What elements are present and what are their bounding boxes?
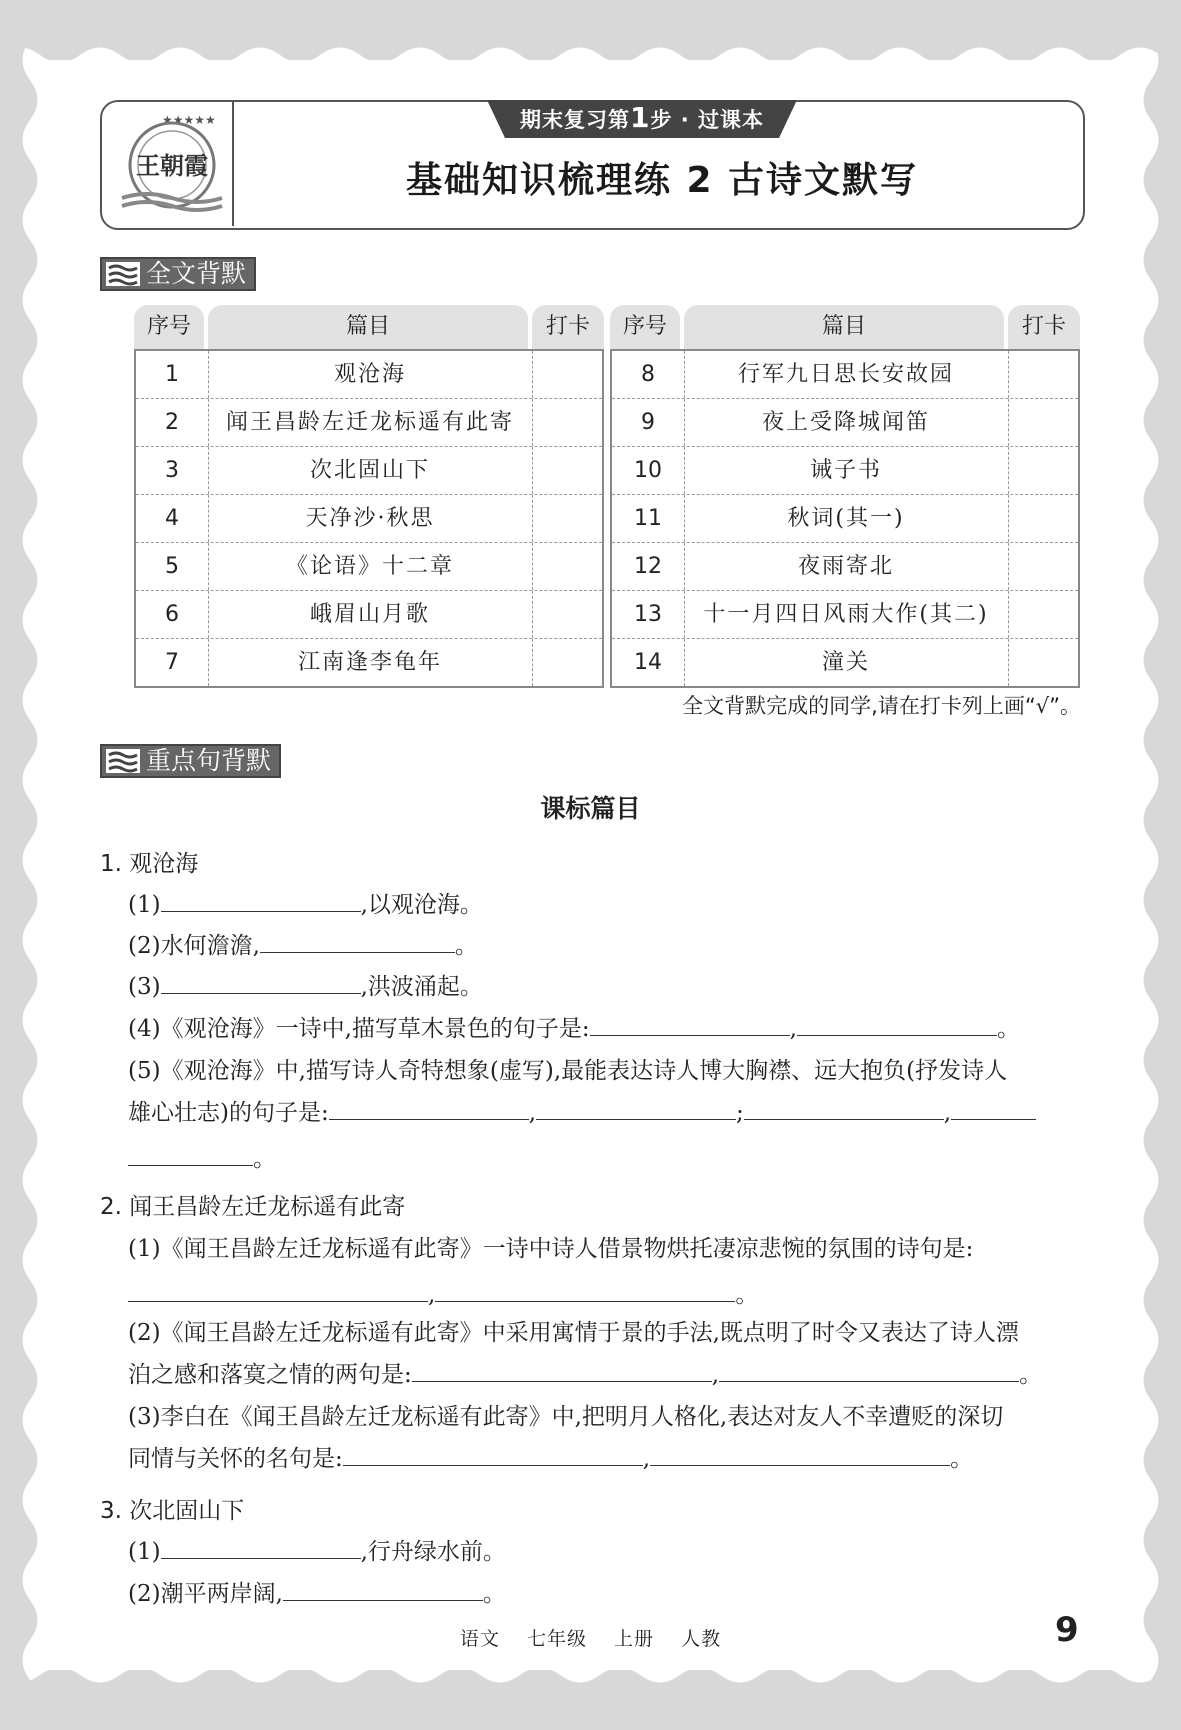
q1-line-5: (5)《观沧海》中,描写诗人奇特想象(虚写),最能表达诗人博大胸襟、远大抱负(抒发诗人 [128, 1058, 1008, 1084]
q2-line-3: (2)《闻王昌龄左迁龙标遥有此寄》中采用寓情于景的手法,既点明了时令又表达了诗人漂 [128, 1320, 1019, 1346]
table-row [136, 495, 602, 543]
answer-blank[interactable] [650, 1445, 950, 1466]
header-check: 打卡 [532, 305, 604, 349]
row-number: 3 [136, 447, 209, 494]
check-cell[interactable] [532, 399, 602, 446]
check-cell[interactable] [1008, 399, 1078, 446]
answer-blank[interactable] [412, 1361, 712, 1382]
answer-blank[interactable] [128, 1145, 253, 1166]
row-title: 秋词(其一) [684, 495, 1009, 542]
table-row [136, 543, 602, 591]
syllabus-heading: 课标篇目 [540, 794, 641, 823]
check-cell[interactable] [532, 639, 602, 686]
row-number: 13 [612, 591, 685, 638]
row-title: 诫子书 [684, 447, 1009, 494]
footer-subject: 语文 [459, 1628, 500, 1650]
row-title: 夜雨寄北 [684, 543, 1009, 590]
header-num: 序号 [610, 305, 680, 349]
check-cell[interactable] [1008, 543, 1078, 590]
answer-blank[interactable] [283, 1580, 483, 1601]
q3-line-1: (1) ,行舟绿水前。 [128, 1539, 506, 1565]
header-num: 序号 [134, 305, 204, 349]
q2-line-2: , 。 [128, 1276, 758, 1309]
q2-line-1: (1)《闻王昌龄左迁龙标遥有此寄》一诗中诗人借景物烘托凄凉悲惋的氛围的诗句是: [128, 1236, 974, 1262]
q2-line-6: 同情与关怀的名句是: , 。 [128, 1446, 974, 1472]
table-row [612, 399, 1078, 447]
answer-blank[interactable] [951, 1099, 1036, 1120]
table-row [612, 543, 1078, 591]
page-header [100, 100, 1085, 230]
row-title: 十一月四日风雨大作(其二) [684, 591, 1009, 638]
answer-blank[interactable] [128, 1281, 428, 1302]
header-divider [232, 102, 234, 226]
row-title: 潼关 [684, 639, 1009, 686]
row-number: 2 [136, 399, 209, 446]
wave-lines-icon [106, 749, 140, 773]
answer-blank[interactable] [590, 1015, 790, 1036]
check-cell[interactable] [1008, 591, 1078, 638]
q1-line-7: 。 [128, 1140, 276, 1173]
row-title: 观沧海 [208, 351, 533, 398]
question-3-heading: 3. 次北固山下 [100, 1498, 245, 1524]
answer-blank[interactable] [329, 1099, 529, 1120]
wavy-border-left [0, 0, 60, 1730]
section-tag-key-sentences [100, 744, 281, 778]
q1-line-3: (3) ,洪波涌起。 [128, 974, 483, 1000]
section-tag-label: 全文背默 [146, 259, 247, 288]
check-cell[interactable] [1008, 351, 1078, 398]
row-title: 闻王昌龄左迁龙标遥有此寄 [208, 399, 533, 446]
row-number: 4 [136, 495, 209, 542]
row-title: 峨眉山月歌 [208, 591, 533, 638]
check-cell[interactable] [532, 351, 602, 398]
q1-line-2: (2)水何澹澹, 。 [128, 933, 478, 959]
row-number: 10 [612, 447, 685, 494]
table-row [612, 351, 1078, 399]
header-title: 篇目 [208, 305, 528, 349]
answer-blank[interactable] [797, 1015, 997, 1036]
row-title: 天净沙·秋思 [208, 495, 533, 542]
header-title: 篇目 [684, 305, 1004, 349]
table-right [610, 305, 1080, 675]
row-title: 次北固山下 [208, 447, 533, 494]
row-title: 行军九日思长安故园 [684, 351, 1009, 398]
row-number: 11 [612, 495, 685, 542]
section-tag-full-recite [100, 257, 256, 291]
check-cell[interactable] [1008, 447, 1078, 494]
answer-blank[interactable] [161, 1538, 361, 1559]
table-row [136, 399, 602, 447]
header-banner [487, 100, 797, 138]
wavy-border-top [0, 0, 1181, 60]
q3-line-2: (2)潮平两岸阔, 。 [128, 1581, 506, 1607]
question-1-heading: 1. 观沧海 [100, 851, 199, 877]
answer-blank[interactable] [435, 1281, 735, 1302]
table-note: 全文背默完成的同学,请在打卡列上画“√”。 [682, 694, 1081, 718]
wavy-border-bottom [0, 1670, 1181, 1730]
answer-blank[interactable] [260, 932, 455, 953]
q1-line-4: (4)《观沧海》一诗中,描写草木景色的句子是: , 。 [128, 1016, 1020, 1042]
row-number: 5 [136, 543, 209, 590]
check-cell[interactable] [532, 495, 602, 542]
question-2-heading: 2. 闻王昌龄左迁龙标遥有此寄 [100, 1194, 406, 1220]
table-row [612, 447, 1078, 495]
q1-line-1: (1) ,以观沧海。 [128, 892, 483, 918]
svg-text:王朝霞: 王朝霞 [136, 151, 208, 180]
check-cell[interactable] [532, 447, 602, 494]
q1-line-6: 雄心壮志)的句子是: , ; , [128, 1094, 1036, 1127]
table-row [136, 639, 602, 686]
header-check: 打卡 [1008, 305, 1080, 349]
answer-blank[interactable] [161, 973, 361, 994]
table-row [136, 351, 602, 399]
section-tag-label: 重点句背默 [146, 746, 272, 775]
page-title: 基础知识梳理练 2 古诗文默写 [405, 160, 919, 201]
banner-text: 期末复习第1步 · 过课本 [519, 101, 765, 134]
wavy-border-right [1121, 0, 1181, 1730]
row-number: 12 [612, 543, 685, 590]
row-number: 1 [136, 351, 209, 398]
answer-blank[interactable] [744, 1099, 944, 1120]
table-row [612, 495, 1078, 543]
row-title: 夜上受降城闻笛 [684, 399, 1009, 446]
row-number: 6 [136, 591, 209, 638]
row-number: 8 [612, 351, 685, 398]
footer-grade: 七年级 [526, 1628, 587, 1650]
check-cell[interactable] [1008, 639, 1078, 686]
page-footer [0, 1624, 1181, 1651]
brand-logo [112, 110, 232, 216]
row-number: 7 [136, 639, 209, 686]
answer-blank[interactable] [536, 1099, 736, 1120]
check-cell[interactable] [532, 591, 602, 638]
answer-blank[interactable] [719, 1361, 1019, 1382]
table-left [134, 305, 604, 675]
row-title: 《论语》十二章 [208, 543, 533, 590]
row-number: 9 [612, 399, 685, 446]
wave-lines-icon [106, 262, 140, 286]
row-number: 14 [612, 639, 685, 686]
table-row [612, 591, 1078, 639]
check-cell[interactable] [1008, 495, 1078, 542]
q2-line-5: (3)李白在《闻王昌龄左迁龙标遥有此寄》中,把明月人格化,表达对友人不幸遭贬的深切 [128, 1404, 1004, 1430]
footer-edition: 人教 [681, 1628, 722, 1650]
svg-text:★★★★★: ★★★★★ [162, 113, 216, 127]
row-title: 江南逢李龟年 [208, 639, 533, 686]
q2-line-4: 泊之感和落寞之情的两句是: , 。 [128, 1362, 1043, 1388]
table-row [612, 639, 1078, 686]
table-row [136, 591, 602, 639]
page-number: 9 [1055, 1610, 1079, 1650]
table-row [136, 447, 602, 495]
check-cell[interactable] [532, 543, 602, 590]
answer-blank[interactable] [343, 1445, 643, 1466]
footer-volume: 上册 [614, 1628, 655, 1650]
answer-blank[interactable] [161, 891, 361, 912]
